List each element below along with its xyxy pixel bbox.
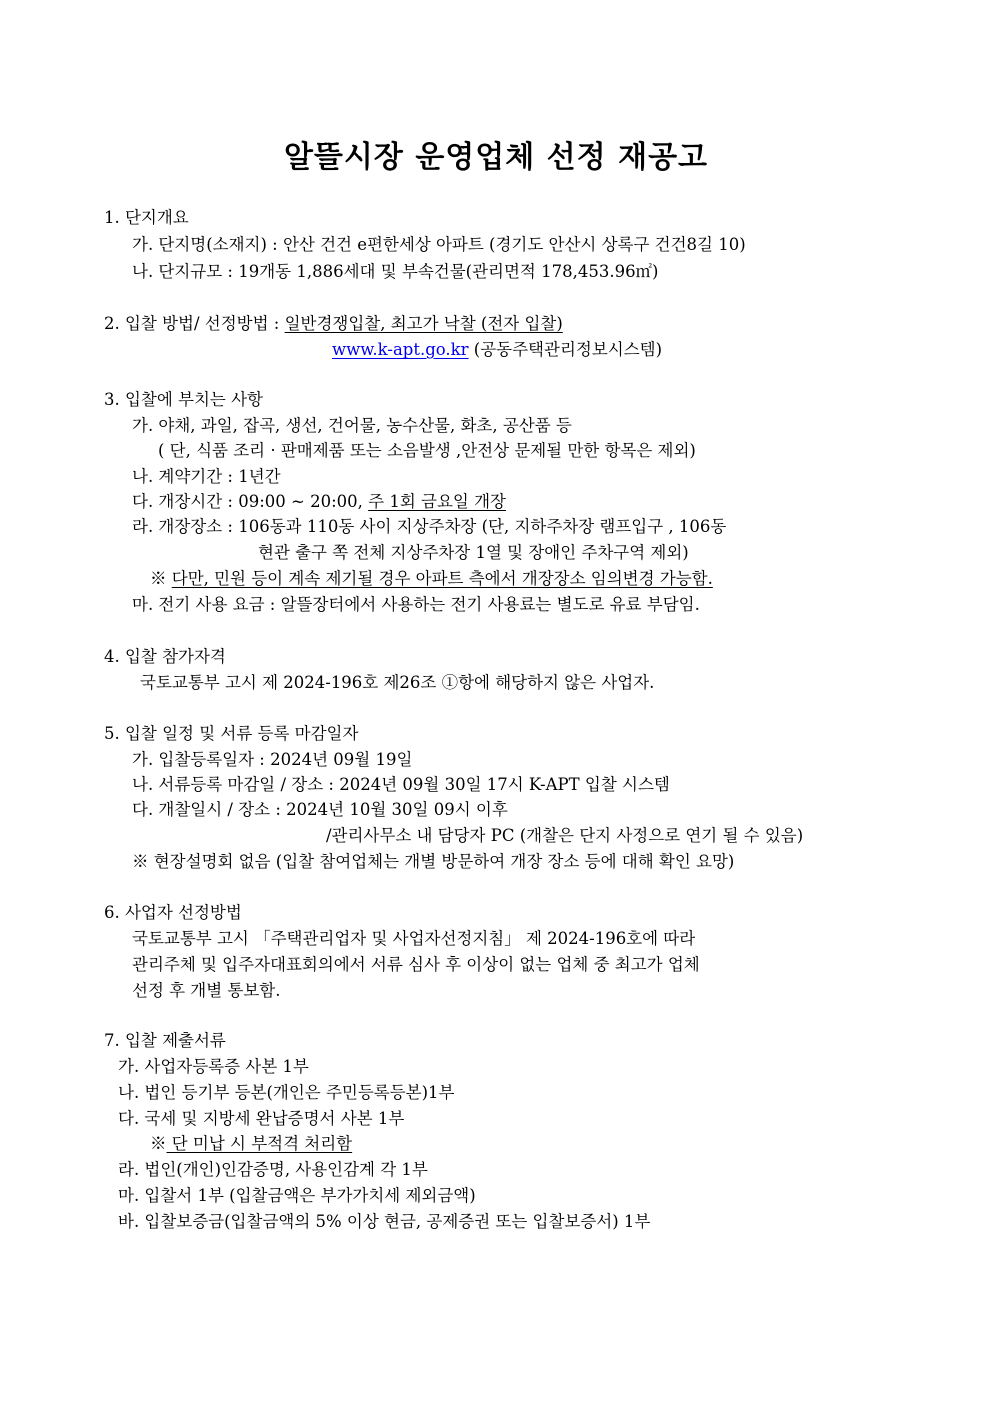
section-6-line-1: 국토교통부 고시 「주택관리업자 및 사업자선정지침」 제 2024-196호에 따라 [132,929,696,948]
url-note: (공동주택관리정보시스템) [468,340,663,359]
section-3-item-d-cont: 현관 출구 쪽 전체 지상주차장 1열 및 장애인 주차구역 제외) [258,543,689,562]
bid-method: 일반경쟁입찰, 최고가 낙찰 (전자 입찰) [284,314,563,333]
section-3-item-c [132,492,506,512]
page-title: 알뜰시장 운영업체 선정 재공고 [283,140,709,175]
section-3-item-d: 라. 개장장소 : 106동과 110동 사이 지상주차장 (단, 지하주차장 램프입구 , 106동 [132,517,727,536]
c-note-mark: ※ [150,1134,167,1153]
section-3-item-a-note: ( 단, 식품 조리 · 판매제품 또는 소음발생 ,안전상 문제될 만한 항목은 제외) [158,441,696,460]
section-7-item-a: 가. 사업자등록증 사본 1부 [118,1057,309,1076]
section-5-note: ※ 현장설명회 없음 (입찰 참여업체는 개별 방문하여 개장 장소 등에 대해 확인 요망) [132,852,735,871]
section-3-item-a: 가. 야채, 과일, 잡곡, 생선, 건어물, 농수산물, 화초, 공산품 등 [132,416,572,435]
section-7-heading: 7. 입찰 제출서류 [104,1031,226,1050]
section-2-line [104,314,563,334]
section-7-item-c: 다. 국세 및 지방세 완납증명서 사본 1부 [118,1109,405,1128]
c-note-text: 단 미납 시 부적격 처리함 [166,1134,353,1153]
k-apt-link[interactable]: www.k-apt.go.kr [332,340,469,359]
section-3-note [150,569,713,589]
section-5-item-b: 나. 서류등록 마감일 / 장소 : 2024년 09월 30일 17시 K-APT 입찰 시스템 [132,775,670,794]
open-day: 주 1회 금요일 개장 [368,492,506,511]
section-6-line-3: 선정 후 개별 통보함. [132,981,281,1000]
section-1-item-a: 가. 단지명(소재지) : 안산 건건 e편한세상 아파트 (경기도 안산시 상록구 건건8길 10) [132,235,746,254]
section-6-heading: 6. 사업자 선정방법 [104,903,242,922]
section-1-item-b: 나. 단지규모 : 19개동 1,886세대 및 부속건물(관리면적 178,453.96㎡) [132,262,659,281]
section-3-item-b: 나. 계약기간 : 1년간 [132,467,281,486]
section-7-item-e: 마. 입찰서 1부 (입찰금액은 부가가치세 제외금액) [118,1186,476,1205]
section-6-line-2: 관리주체 및 입주자대표회의에서 서류 심사 후 이상이 없는 업체 중 최고가 업체 [132,955,700,974]
section-7-item-b: 나. 법인 등기부 등본(개인은 주민등록등본)1부 [118,1083,455,1102]
section-3-item-e: 마. 전기 사용 요금 : 알뜰장터에서 사용하는 전기 사용료는 별도로 유료 부담임. [132,595,700,614]
note-mark: ※ [150,569,172,588]
section-4-heading: 4. 입찰 참가자격 [104,647,226,666]
section-2-heading: 2. 입찰 방법/ 선정방법 : [104,314,285,333]
section-7-item-c-note [150,1134,352,1154]
note-text: 다만, 민원 등이 계속 제기될 경우 아파트 측에서 개장장소 임의변경 가능함. [171,569,713,588]
section-3-heading: 3. 입찰에 부치는 사항 [104,390,263,409]
section-4-text: 국토교통부 고시 제 2024-196호 제26조 ①항에 해당하지 않은 사업자. [140,673,655,692]
section-1-heading: 1. 단지개요 [104,208,189,227]
section-5-heading: 5. 입찰 일정 및 서류 등록 마감일자 [104,724,359,743]
section-5-item-a: 가. 입찰등록일자 : 2024년 09월 19일 [132,750,413,769]
section-5-item-c-cont: /관리사무소 내 담당자 PC (개찰은 단지 사정으로 연기 될 수 있음) [326,826,804,845]
section-3-item-c-prefix: 다. 개장시간 : 09:00 ~ 20:00, [132,492,369,511]
section-7-item-f: 바. 입찰보증금(입찰금액의 5% 이상 현금, 공제증권 또는 입찰보증서) 1부 [118,1212,651,1231]
section-2-url-line [332,340,662,360]
section-5-item-c: 다. 개찰일시 / 장소 : 2024년 10월 30일 09시 이후 [132,800,508,819]
section-7-item-d: 라. 법인(개인)인감증명, 사용인감계 각 1부 [118,1160,428,1179]
